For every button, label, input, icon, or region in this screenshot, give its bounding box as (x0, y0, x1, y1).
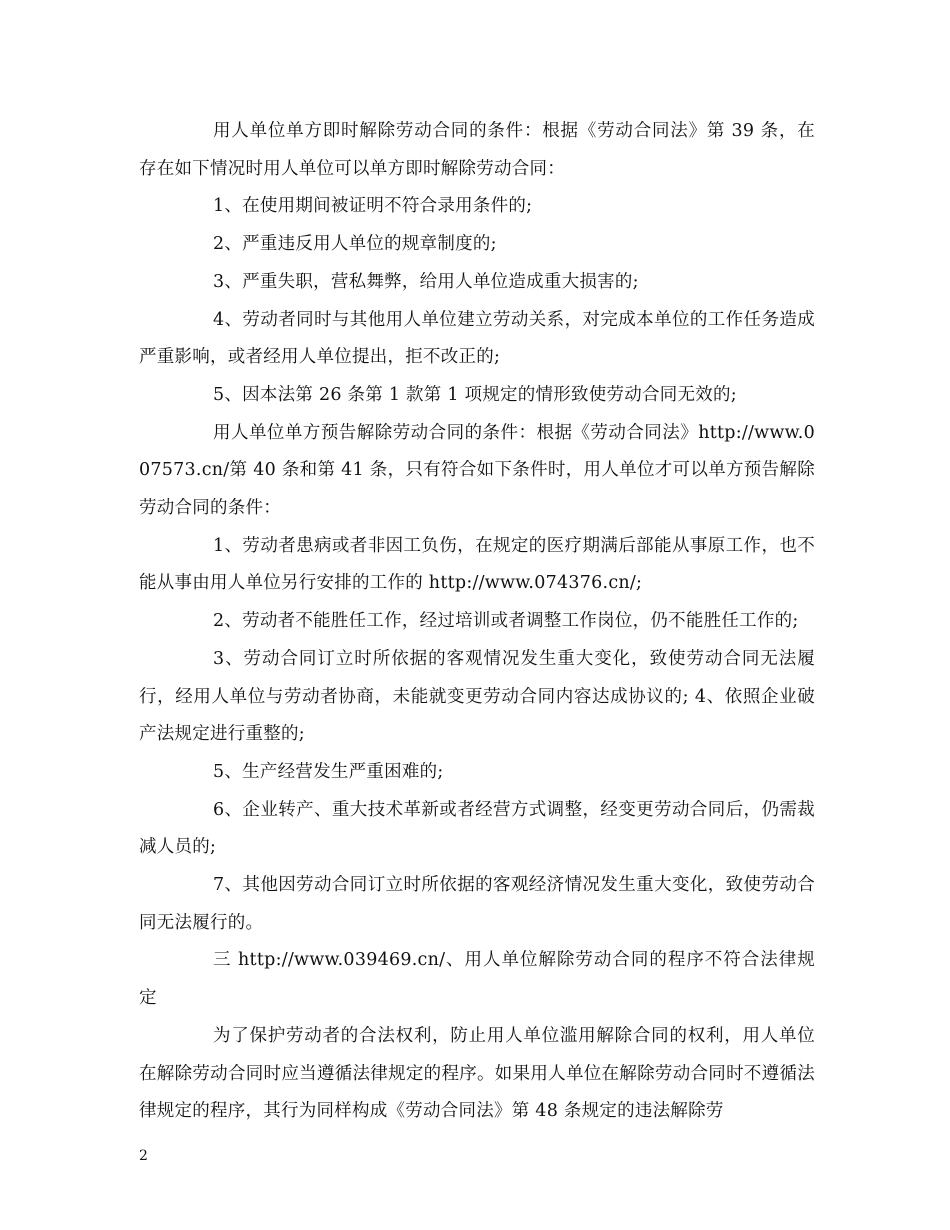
section-heading-procedure: 三 http://www.039469.cn/、用人单位解除劳动合同的程序不符合法律规定 (139, 950, 815, 1009)
list-item-illness-injury: 1、劳动者患病或者非因工负伤，在规定的医疗期满后部能从事原工作，也不能从事由用人单位另行安排的工作的 http://www.074376.cn/; (139, 535, 815, 594)
list-item-dual-employment: 4、劳动者同时与其他用人单位建立劳动关系，对完成本单位的工作任务造成严重影响，或者经用人单位提出，拒不改正的; (139, 309, 815, 368)
page-number: 2 (139, 1148, 148, 1164)
document-body (139, 113, 815, 1131)
paragraph-immediate-termination-intro: 用人单位单方即时解除劳动合同的条件：根据《劳动合同法》第 39 条，在存在如下情况时用人单位可以单方即时解除劳动合同： (139, 121, 815, 179)
paragraph-notice-termination-intro: 用人单位单方预告解除劳动合同的条件：根据《劳动合同法》http://www.007573.cn/第 40 条和第 41 条，只有符合如下条件时，用人单位才可以单方预告解除劳动合同的条件： (139, 422, 815, 519)
list-item-business-difficulty: 5、生产经营发生严重困难的; (213, 761, 444, 782)
paragraph-procedure: 为了保护劳动者的合法权利，防止用人单位滥用解除合同的权利，用人单位在解除劳动合同时应当遵循法律规定的程序。如果用人单位在解除劳动合同时不遵循法律规定的程序，其行为同样构成《劳动合同法》第 48 条规定的违法解除劳 (139, 1025, 815, 1122)
list-item-economic-change: 7、其他因劳动合同订立时所依据的客观经济情况发生重大变化，致使劳动合同无法履行的。 (139, 875, 815, 933)
list-item-dereliction: 3、严重失职，营私舞弊，给用人单位造成重大损害的; (213, 271, 639, 292)
list-item-restructuring: 6、企业转产、重大技术革新或者经营方式调整，经变更劳动合同后，仍需裁减人员的; (139, 799, 815, 858)
list-item-incompetence: 2、劳动者不能胜任工作，经过培训或者调整工作岗位，仍不能胜任工作的; (213, 611, 799, 632)
list-item-rules-violation: 2、严重违反用人单位的规章制度的; (213, 234, 497, 255)
list-item-probation: 1、在使用期间被证明不符合录用条件的; (213, 196, 533, 217)
list-item-invalid-contract: 5、因本法第 26 条第 1 款第 1 项规定的情形致使劳动合同无效的; (213, 384, 737, 405)
list-item-changed-circumstances: 3、劳动合同订立时所依据的客观情况发生重大变化，致使劳动合同无法履行，经用人单位与劳动者协商，未能就变更劳动合同内容达成协议的; 4、依照企业破产法规定进行重整的; (139, 648, 815, 745)
